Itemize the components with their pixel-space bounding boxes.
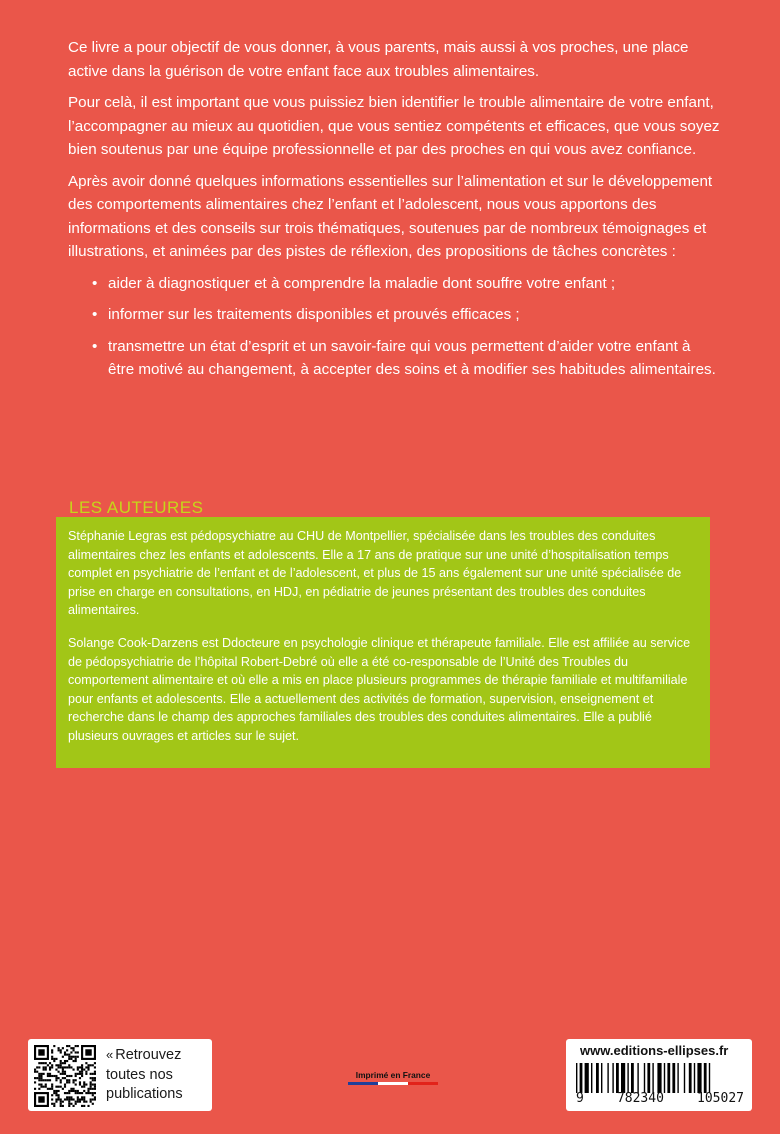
author-bio-cook-darzens: Solange Cook-Darzens est Ddocteure en psychologie clinique et thérapeute familiale. Elle est affiliée au service de pédopsychiatrie de l’hôpital Robert-Debré où elle a été co-responsable de l’Unité des Troubles du comportement alimentaire et où elle a mis en place plusieurs programmes de thérapie familiale et multifamiliale pour enfants et adolescents. Elle a actuellement des activités de formation, supervision, enseignement et recherche dans le champ des approches familiales des troubles des conduites alimentaires. Elle a publié plusieurs ouvrages et articles sur le sujet. — [68, 635, 691, 743]
author-bio-legras: Stéphanie Legras est pédopsychiatre au CHU de Montpellier, spécialisée dans les troubles des conduites alimentaires chez les enfants et adolescents. Elle a 17 ans de pratique sur une unité d’hospitalisation temps complet en psychiatrie de l’enfant et de l’adolescent, et plus de 15 ans également sur une unité spécialisée de prise en charge en consultations, en HDJ, en pédiatrie de jeunes présentant des troubles des conduites alimentaires. — [68, 529, 682, 618]
theme-item-2: • informer sur les traitements disponibles et prouvés efficaces ; — [68, 303, 720, 327]
flag-red-stripe — [408, 1082, 438, 1085]
isbn-prefix: 9 — [576, 1091, 584, 1106]
isbn-number — [576, 1091, 744, 1106]
theme-item-1: • aider à diagnostiquer et à comprendre la maladie dont souffre votre enfant ; — [68, 272, 720, 296]
french-flag-icon — [348, 1082, 438, 1085]
imprint-label: Imprimé en France — [355, 1070, 431, 1080]
qr-caption — [106, 1045, 183, 1105]
qr-caption-line-2: toutes nos — [106, 1066, 173, 1083]
isbn-group-1: 782340 — [616, 1091, 664, 1106]
qr-card[interactable] — [28, 1039, 212, 1111]
publisher-website[interactable]: www.editions-ellipses.fr — [580, 1043, 729, 1058]
themes-list — [68, 272, 720, 382]
chevron-left-icon: « — [106, 1047, 114, 1062]
authors-text — [68, 527, 698, 760]
authors-heading: LES AUTEURES — [69, 498, 204, 517]
isbn-group-2: 105027 — [697, 1091, 744, 1106]
intro-text — [68, 36, 720, 390]
intro-paragraph-2: Pour celà, il est important que vous puissiez bien identifier le trouble alimentaire de votre enfant, l’accompagner au mieux au quotidien, que vous sentiez compétents et efficaces, que vous soyez bien soutenus par une équipe professionnelle et par des proches en qui vous avez confiance. — [68, 94, 720, 158]
flag-blue-stripe — [348, 1082, 378, 1085]
flag-white-stripe — [378, 1082, 408, 1085]
intro-paragraph-1: Ce livre a pour objectif de vous donner, à vous parents, mais aussi à vos proches, une place active dans la guérison de votre enfant face aux troubles alimentaires. — [68, 39, 689, 80]
intro-paragraph-3: Après avoir donné quelques informations essentielles sur l’alimentation et sur le développement des comportements alimentaires chez l’enfant et l’adolescent, nous vous apportons des informations et des conseils sur trois thématiques, soutenues par de nombreux témoignages et illustrations, et animées par des pistes de réflexion, des propositions de tâches concrètes : — [68, 172, 713, 260]
barcode-card — [566, 1039, 752, 1111]
barcode-icon — [576, 1063, 742, 1093]
qr-caption-line-1: Retrouvez — [115, 1047, 182, 1063]
qr-code-icon[interactable] — [34, 1045, 96, 1107]
imprint — [348, 1070, 438, 1085]
theme-item-3: • transmettre un état d’esprit et un savoir-faire qui vous permettent d’aider votre enfant à être motivé au changement, à accepter des soins et à modifier ses habitudes alimentaires. — [68, 335, 720, 382]
qr-caption-line-3: publications — [106, 1086, 183, 1102]
